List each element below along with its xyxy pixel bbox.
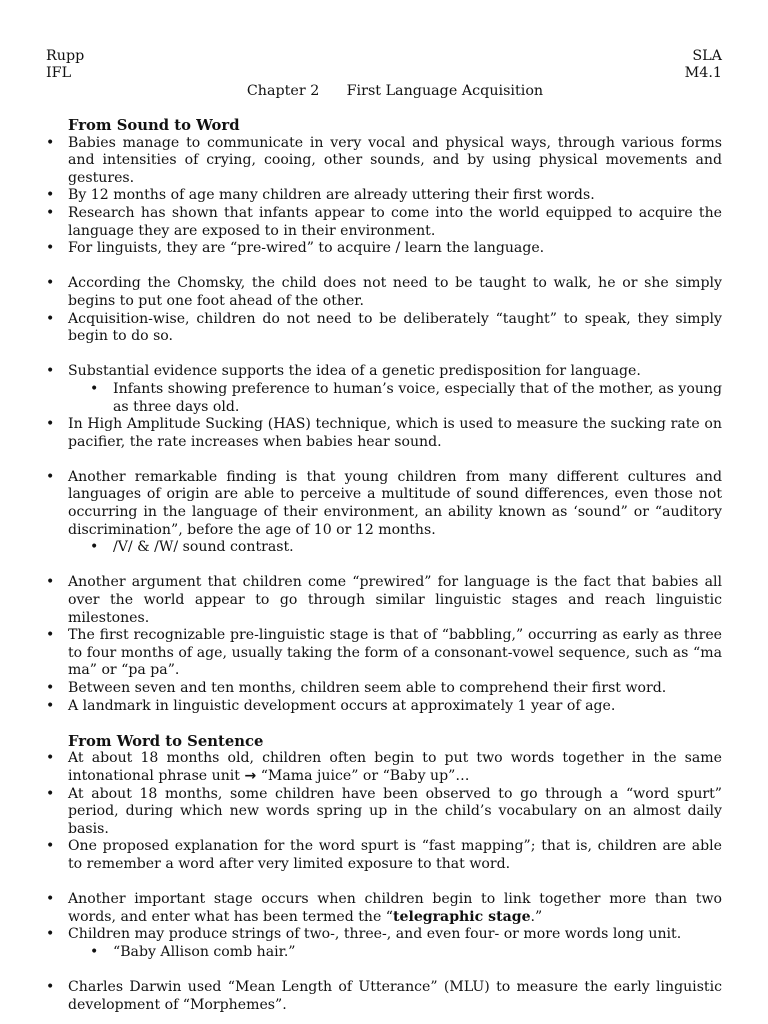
spacer: [46, 715, 722, 733]
list-item: • For linguists, they are “pre-wired” to acquire / learn the language.: [46, 240, 722, 258]
spacer: [46, 874, 722, 892]
sub-list-item: • “Baby Allison comb hair.”: [46, 944, 722, 962]
list-item: • Substantial evidence supports the idea of a genetic predisposition for language.: [46, 363, 722, 381]
spacer: [46, 557, 722, 575]
bullet-list-sound-to-word: [46, 135, 722, 258]
document-body: [46, 117, 722, 1014]
right-arrow-icon: →: [244, 767, 257, 784]
spacer: [46, 346, 722, 364]
list-item: • According the Chomsky, the child does not need to be taught to walk, he or she simply begins to put one foot ahead of the other.: [46, 275, 722, 310]
list-item: [46, 750, 722, 785]
list-item: • In High Amplitude Sucking (HAS) technique, which is used to measure the sucking rate on pacifier, the rate increases when babies hear sound.: [46, 416, 722, 451]
section-heading-sound-to-word: From Sound to Word: [68, 117, 240, 134]
list-item: • The first recognizable pre-linguistic stage is that of “babbling,” occurring as early as three to four months of age, usually taking the form of a consonant-vowel sequence, such as “ma ma” or “pa pa”.: [46, 627, 722, 680]
list-item: • Acquisition-wise, children do not need to be deliberately “taught” to speak, they simply begin to do so.: [46, 311, 722, 346]
list-item: • Another remarkable finding is that young children from many different cultures and languages of origin are able to perceive a multitude of sound differences, even those not occurring in the language of their environment, an ability known as ‘sound” or “auditory discrimination”, before the age of 10 or 12 months.: [46, 469, 722, 539]
emphasized-term: telegraphic stage: [392, 908, 531, 925]
header-right: [685, 48, 722, 82]
list-item: • Research has shown that infants appear to come into the world equipped to acquire the language they are exposed to in their environment.: [46, 205, 722, 240]
spacer: [46, 451, 722, 469]
list-item: • One proposed explanation for the word spurt is “fast mapping”; that is, children are able to remember a word after very limited exposure to that word.: [46, 838, 722, 873]
bullet-list: [46, 574, 722, 715]
list-item: • At about 18 months, some children have been observed to go through a “word spurt” period, during which new words spring up in the child’s vocabulary on an almost daily basis.: [46, 786, 722, 839]
sub-list-item: • /V/ & /W/ sound contrast.: [46, 539, 722, 557]
list-item: • A landmark in linguistic development occurs at approximately 1 year of age.: [46, 698, 722, 716]
bullet-list: [46, 363, 722, 451]
bullet-list-word-to-sentence: [46, 750, 722, 873]
list-item: • By 12 months of age many children are already uttering their first words.: [46, 187, 722, 205]
header-left: [46, 48, 84, 82]
list-item-text: Another important stage occurs when children begin to link together more than two words, and enter what has been termed the “: [68, 891, 722, 925]
author-name: Rupp: [46, 48, 85, 64]
list-item-text: .”: [530, 908, 543, 925]
bullet-list: [46, 469, 722, 557]
bullet-list: [46, 979, 722, 1014]
course-code: SLA: [692, 48, 722, 64]
list-item: • Between seven and ten months, children seem able to comprehend their first word.: [46, 680, 722, 698]
chapter-title: Chapter 2 First Language Acquisition: [246, 83, 544, 99]
module-code: M4.1: [684, 65, 722, 81]
list-item-text: “Mama juice” or “Baby up”…: [256, 767, 470, 784]
list-item: • Babies manage to communicate in very vocal and physical ways, through various forms and intensities of crying, cooing, other sounds, and by using physical movements and gestures.: [46, 135, 722, 188]
spacer: [46, 258, 722, 276]
list-item: • Charles Darwin used “Mean Length of Utterance” (MLU) to measure the early linguistic development of “Morphemes”.: [46, 979, 722, 1014]
list-item-text: At about 18 months old, children often begin to put two words together in the same intonational phrase unit: [68, 750, 722, 784]
bullet-list: [46, 275, 722, 345]
list-item: • Another argument that children come “prewired” for language is the fact that babies all over the world appear to go through similar linguistic stages and reach linguistic milestones.: [46, 574, 722, 627]
list-item: [46, 891, 722, 926]
institution: IFL: [46, 65, 72, 81]
spacer: [46, 962, 722, 980]
section-heading-word-to-sentence: From Word to Sentence: [68, 732, 264, 750]
bullet-list: [46, 891, 722, 961]
list-item: • Children may produce strings of two-, three-, and even four- or more words long unit.: [46, 926, 722, 944]
sub-list-item: • Infants showing preference to human’s voice, especially that of the mother, as young as three days old.: [46, 381, 722, 416]
